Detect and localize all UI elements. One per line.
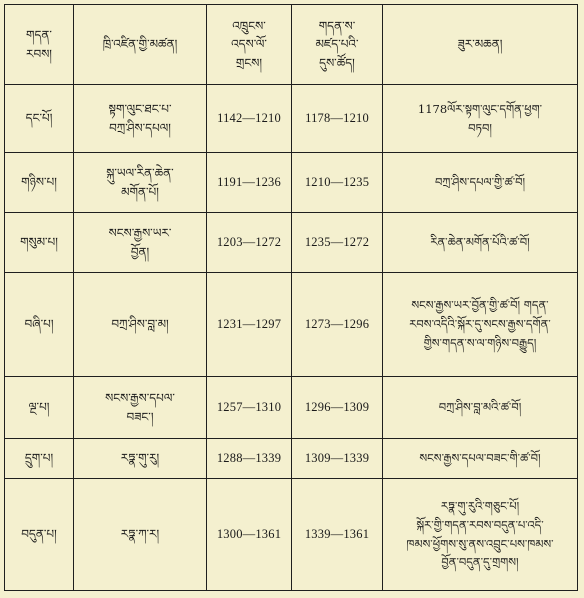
header-tenure: གདན་ས་ མཛད་པའི་ དུས་ཚོད། <box>292 5 383 85</box>
row-name: རཏྣ་གུ་རུ། <box>74 439 207 479</box>
table-row <box>5 85 578 153</box>
row-lifespan: 1257—1310 <box>207 377 292 439</box>
abbot-succession-table <box>4 4 578 591</box>
row-remarks: སངས་རྒྱས་ཡར་བྱོན་གྱི་ཚ་བོ། གདན་ རབས་འདིའི་སྐོར་དུ་སངས་རྒྱས་དགོན་ གྱིས་གདན་ས་ལ་གཉིས་བརྒྱུད། <box>383 273 578 377</box>
row-order: དང་པོ། <box>5 85 74 153</box>
row-lifespan: 1203—1272 <box>207 213 292 273</box>
row-tenure: 1273—1296 <box>292 273 383 377</box>
row-remarks: བཀྲ་ཤིས་དཔལ་གྱི་ཚ་བོ། <box>383 153 578 213</box>
table-row <box>5 377 578 439</box>
row-name: སངས་རྒྱས་ཡར་ བྱོན། <box>74 213 207 273</box>
row-name: རཏྣ་ཀ་ར། <box>74 479 207 591</box>
header-order: གདན་ རབས། <box>5 5 74 85</box>
row-lifespan: 1191—1236 <box>207 153 292 213</box>
row-lifespan: 1288—1339 <box>207 439 292 479</box>
row-order: བཞི་པ། <box>5 273 74 377</box>
row-remarks: བཀྲ་ཤིས་བླ་མའི་ཚ་བོ། <box>383 377 578 439</box>
table-row <box>5 439 578 479</box>
row-remarks: 1178ལོར་སྟག་ལུང་དགོན་ཕྱག་ བཏབ། <box>383 85 578 153</box>
header-row <box>5 5 578 85</box>
row-remarks: སངས་རྒྱས་དཔལ་བཟང་གི་ཚ་བོ། <box>383 439 578 479</box>
table-row <box>5 273 578 377</box>
row-lifespan: 1142—1210 <box>207 85 292 153</box>
row-tenure: 1178—1210 <box>292 85 383 153</box>
row-order: བདུན་པ། <box>5 479 74 591</box>
header-lifespan: འཁྲུངས་ འདས་ལོ་ གྲངས། <box>207 5 292 85</box>
row-tenure: 1339—1361 <box>292 479 383 591</box>
row-remarks: རཏྣ་གུ་རུའི་གཅུང་པོ། སྐོར་གྱི་གདན་རབས་བདུན་པ་འདི་ ཁམས་ཕྱོགས་སུ་ནས་འབྲུང་པས་ཁམས་ བྱོན་བདུན་དུ་གྲགས། <box>383 479 578 591</box>
table-row <box>5 153 578 213</box>
row-order: གསུམ་པ། <box>5 213 74 273</box>
row-tenure: 1309—1339 <box>292 439 383 479</box>
row-remarks: རིན་ཆེན་མགོན་པོའི་ཚ་བོ། <box>383 213 578 273</box>
row-order: གཉིས་པ། <box>5 153 74 213</box>
row-order: ལྔ་པ། <box>5 377 74 439</box>
table-row <box>5 213 578 273</box>
table-container <box>4 4 578 591</box>
row-name: སངས་རྒྱས་དཔལ་ བཟང་། <box>74 377 207 439</box>
row-order: དྲུག་པ། <box>5 439 74 479</box>
header-name: ཁྲི་འཛིན་གྱི་མཚན། <box>74 5 207 85</box>
row-name: བཀྲ་ཤིས་བླ་མ། <box>74 273 207 377</box>
row-tenure: 1296—1309 <box>292 377 383 439</box>
row-tenure: 1235—1272 <box>292 213 383 273</box>
row-name: སྐུ་ཡལ་རིན་ཆེན་ མགོན་པོ། <box>74 153 207 213</box>
table-row <box>5 479 578 591</box>
row-lifespan: 1300—1361 <box>207 479 292 591</box>
row-name: སྟག་ལུང་ཐང་པ་ བཀྲ་ཤིས་དཔལ། <box>74 85 207 153</box>
row-tenure: 1210—1235 <box>292 153 383 213</box>
row-lifespan: 1231—1297 <box>207 273 292 377</box>
header-remarks: ཟུར་མཆན། <box>383 5 578 85</box>
